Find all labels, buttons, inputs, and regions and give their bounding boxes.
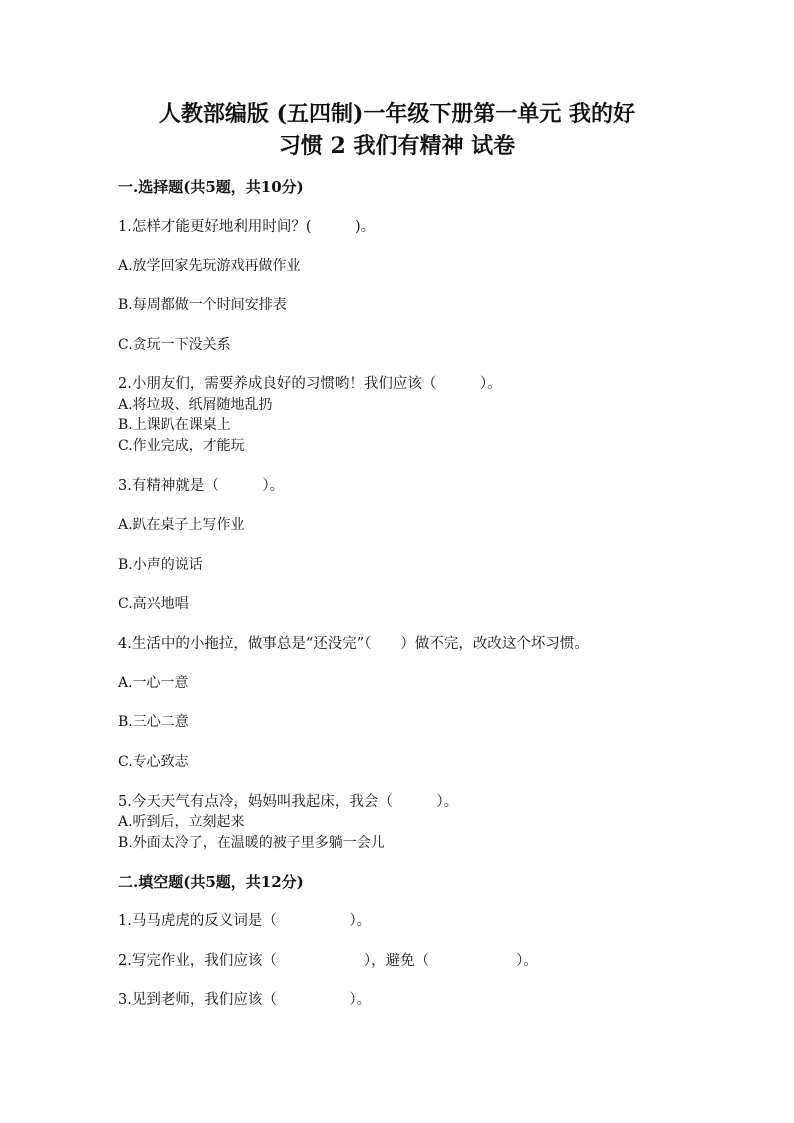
section-heading-fill: 二.填空题(共5题，共12分) xyxy=(118,873,304,891)
question-2-option-b: B.上课趴在课桌上 xyxy=(118,417,231,433)
question-5-stem: 5.今天天气有点冷，妈妈叫我起床，我会（ ）。 xyxy=(118,794,459,810)
fill-question-2: 2.写完作业，我们应该（ ），避免（ ）。 xyxy=(118,953,538,969)
fill-question-3: 3.见到老师，我们应该（ ）。 xyxy=(118,992,372,1008)
question-4-stem: 4.生活中的小拖拉，做事总是“还没完”（ ）做不完，改改这个坏习惯。 xyxy=(118,636,589,652)
question-5-option-b: B.外面太冷了，在温暖的被子里多躺一会儿 xyxy=(118,835,385,851)
question-1-option-c: C.贪玩一下没关系 xyxy=(118,337,231,353)
question-3-option-c: C.高兴地唱 xyxy=(118,596,189,612)
question-1-option-b: B.每周都做一个时间安排表 xyxy=(118,297,287,313)
section-heading-choice: 一.选择题(共5题，共10分) xyxy=(118,178,304,196)
question-4-option-b: B.三心二意 xyxy=(118,714,189,730)
title-line-2: 习惯 2 我们有精神 试卷 xyxy=(278,133,516,159)
question-4-option-a: A.一心一意 xyxy=(118,675,189,691)
question-2-option-a: A.将垃圾、纸屑随地乱扔 xyxy=(118,397,273,413)
question-1-stem: 1.怎样才能更好地利用时间？( )。 xyxy=(118,219,376,235)
question-5-option-a: A.听到后，立刻起来 xyxy=(118,814,245,830)
question-3-stem: 3.有精神就是（ ）。 xyxy=(118,478,285,494)
page-title xyxy=(110,98,684,162)
question-2-stem: 2.小朋友们，需要养成良好的习惯哟！我们应该（ ）。 xyxy=(118,376,502,392)
question-3-option-b: B.小声的说话 xyxy=(118,557,203,573)
fill-question-1: 1.马马虎虎的反义词是（ ）。 xyxy=(118,913,372,929)
title-line-1: 人教部编版 (五四制)一年级下册第一单元 我的好 xyxy=(158,101,636,127)
question-1-option-a: A.放学回家先玩游戏再做作业 xyxy=(118,258,301,274)
question-4-option-c: C.专心致志 xyxy=(118,754,189,770)
question-3-option-a: A.趴在桌子上写作业 xyxy=(118,517,245,533)
question-2-option-c: C.作业完成，才能玩 xyxy=(118,438,245,454)
